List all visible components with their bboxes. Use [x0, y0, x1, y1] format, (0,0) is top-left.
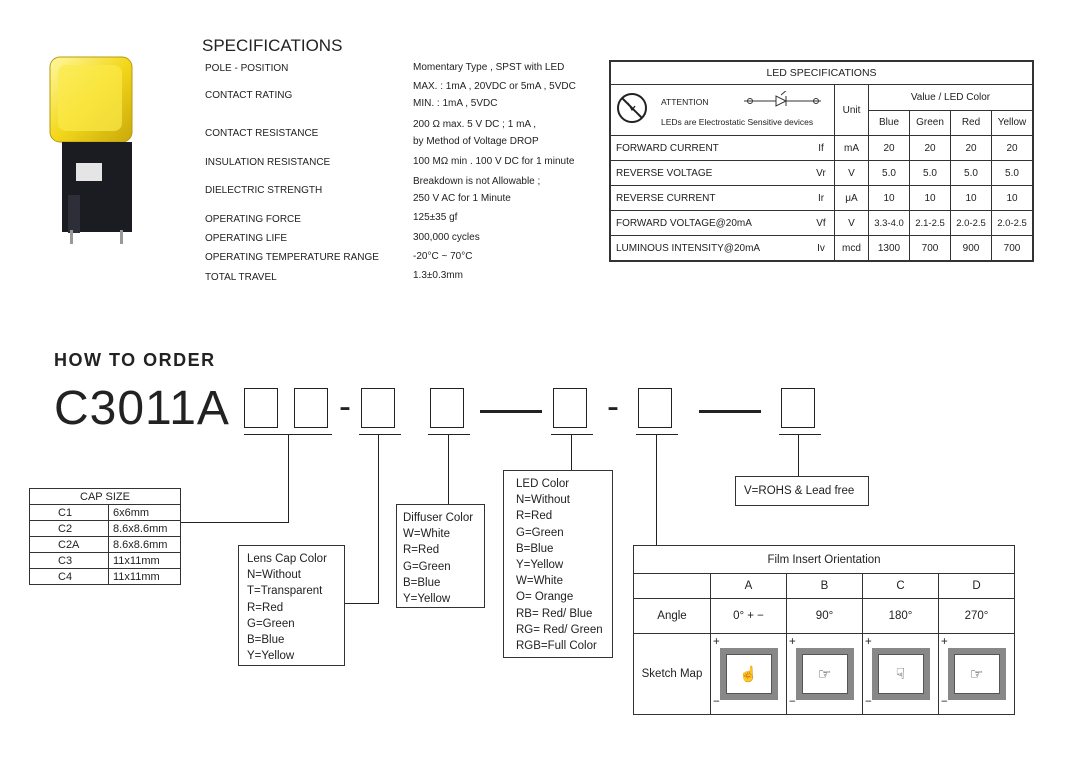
- spec-label-temp: OPERATING TEMPERATURE RANGE: [205, 252, 379, 263]
- led-value-header: Value / LED Color: [869, 85, 1034, 111]
- cap-size-title: CAP SIZE: [30, 489, 181, 505]
- list-item: Lens Cap Color: [247, 553, 327, 565]
- lens-cap-color-box: [238, 545, 345, 666]
- led-row-symbol: Vf: [808, 211, 835, 236]
- code-box-6: [638, 388, 672, 428]
- led-row-value: 10: [869, 186, 910, 211]
- list-item: B=Blue: [516, 542, 554, 555]
- led-row-value: 5.0: [992, 161, 1034, 186]
- angle-a: 0° + −: [711, 599, 787, 634]
- plus-mark: +: [865, 636, 872, 648]
- pointing-hand-left-icon: ☞: [954, 654, 1000, 694]
- led-row-value: 10: [910, 186, 951, 211]
- led-row-symbol: Vr: [808, 161, 835, 186]
- spec-value-travel: 1.3±0.3mm: [413, 270, 463, 281]
- led-row-value: 5.0: [910, 161, 951, 186]
- led-row-value: 2.0-2.5: [992, 211, 1034, 236]
- led-esd-note: LEDs are Electrostatic Sensitive devices: [661, 117, 814, 127]
- sketch-cell-c: [863, 634, 939, 715]
- cap-dim: 11x11mm: [109, 553, 181, 569]
- sketch-map-d: [948, 648, 1006, 700]
- led-spec-title: LED SPECIFICATIONS: [610, 61, 1033, 85]
- minus-mark: −: [713, 696, 720, 708]
- led-attention-cell: [610, 85, 835, 136]
- spec-value-contact-rating: MAX. : 1mA , 20VDC or 5mA , 5VDC MIN. : 1mA , 5VDC: [413, 81, 576, 109]
- film-col-d: D: [939, 574, 1015, 599]
- connector-line: [448, 435, 449, 506]
- led-row-symbol: If: [808, 136, 835, 161]
- table-row: [30, 521, 181, 537]
- pointing-hand-up-icon: ☝: [726, 654, 772, 694]
- connector-line: [571, 435, 572, 471]
- led-row-unit: mA: [835, 136, 869, 161]
- cap-code: C2A: [30, 537, 109, 553]
- list-item: Y=Yellow: [516, 559, 564, 572]
- led-row-value: 20: [910, 136, 951, 161]
- cap-code: C3: [30, 553, 109, 569]
- list-item: R=Red: [516, 510, 553, 523]
- list-item: RG= Red/ Green: [516, 623, 603, 636]
- specifications-title: SPECIFICATIONS: [202, 36, 343, 55]
- led-unit-header: Unit: [835, 85, 869, 136]
- film-corner-cell: [634, 574, 711, 599]
- led-row-value: 5.0: [951, 161, 992, 186]
- code-underline: [551, 434, 593, 435]
- led-row-value: 10: [992, 186, 1034, 211]
- cap-code: C2: [30, 521, 109, 537]
- code-underline: [636, 434, 678, 435]
- list-item: R=Red: [403, 544, 440, 557]
- sketch-cell-a: [711, 634, 787, 715]
- spec-label-life: OPERATING LIFE: [205, 233, 288, 244]
- led-row-name: LUMINOUS INTENSITY@20mA: [610, 236, 808, 262]
- led-row-value: 20: [951, 136, 992, 161]
- list-item: RB= Red/ Blue: [516, 607, 593, 620]
- led-row: [610, 186, 1033, 211]
- table-row: [30, 553, 181, 569]
- list-item: O= Orange: [516, 591, 574, 604]
- led-row-value: 900: [951, 236, 992, 262]
- film-col-b: B: [787, 574, 863, 599]
- code-box-2: [294, 388, 328, 428]
- rohs-box: [735, 476, 869, 506]
- table-row: [30, 537, 181, 553]
- angle-label: Angle: [634, 599, 711, 634]
- led-row-name: FORWARD VOLTAGE@20mA: [610, 211, 808, 236]
- list-item: Diffuser Color: [403, 512, 474, 524]
- minus-mark: −: [941, 696, 948, 708]
- led-attention-label: ATTENTION: [661, 97, 709, 107]
- list-item: W=White: [403, 528, 450, 541]
- spec-value-life: 300,000 cycles: [413, 232, 480, 243]
- sketch-cell-b: [787, 634, 863, 715]
- code-dash-1: -: [339, 385, 351, 426]
- spec-value-contact-resistance: 200 Ω max. 5 V DC ; 1 mA , by Method of Voltage DROP: [413, 119, 539, 147]
- connector-line: [345, 603, 379, 604]
- how-to-order-title: HOW TO ORDER: [54, 350, 216, 370]
- led-color-green: Green: [910, 110, 951, 136]
- connector-line: [798, 435, 799, 476]
- led-color-yellow: Yellow: [992, 110, 1034, 136]
- list-item: N=Without: [247, 569, 302, 582]
- list-item: N=Without: [516, 494, 571, 507]
- pointing-hand-right-icon: ☞: [802, 654, 848, 694]
- film-orientation-table: [633, 545, 1015, 715]
- list-item: R=Red: [247, 601, 284, 614]
- film-col-c: C: [863, 574, 939, 599]
- spec-value-force: 125±35 gf: [413, 212, 458, 223]
- led-row-value: 700: [992, 236, 1034, 262]
- led-row-value: 5.0: [869, 161, 910, 186]
- led-row-value: 10: [951, 186, 992, 211]
- led-row: [610, 161, 1033, 186]
- film-col-a: A: [711, 574, 787, 599]
- led-row: [610, 211, 1033, 236]
- angle-c: 180°: [863, 599, 939, 634]
- rohs-text: V=ROHS & Lead free: [744, 485, 855, 497]
- led-row-unit: μA: [835, 186, 869, 211]
- spec-value-temp: -20°C ~ 70°C: [413, 251, 473, 262]
- code-box-3: [361, 388, 395, 428]
- code-underline: [779, 434, 821, 435]
- list-item: G=Green: [247, 617, 295, 630]
- film-title: Film Insert Orientation: [634, 546, 1015, 574]
- spec-label-travel: TOTAL TRAVEL: [205, 272, 277, 283]
- led-row-name: REVERSE CURRENT: [610, 186, 808, 211]
- led-spec-table: [609, 60, 1034, 262]
- code-long-dash-1: [480, 410, 542, 413]
- led-row-value: 1300: [869, 236, 910, 262]
- led-color-box: [503, 470, 613, 658]
- list-item: B=Blue: [403, 576, 441, 589]
- list-item: Y=Yellow: [403, 593, 451, 606]
- led-row-unit: mcd: [835, 236, 869, 262]
- led-row-value: 2.0-2.5: [951, 211, 992, 236]
- angle-b: 90°: [787, 599, 863, 634]
- led-diode-symbol-icon: [736, 91, 831, 112]
- table-row: [30, 569, 181, 585]
- code-dash-2: -: [607, 385, 619, 426]
- cap-dim: 8.6x8.6mm: [109, 521, 181, 537]
- minus-mark: −: [865, 696, 872, 708]
- plus-mark: +: [941, 636, 948, 648]
- led-row-value: 2.1-2.5: [910, 211, 951, 236]
- code-box-1: [244, 388, 278, 428]
- cap-size-table: [29, 488, 181, 585]
- spec-label-force: OPERATING FORCE: [205, 214, 301, 225]
- spec-value-insulation: 100 MΩ min . 100 V DC for 1 minute: [413, 156, 575, 167]
- code-box-7: [781, 388, 815, 428]
- code-long-dash-2: [699, 410, 761, 413]
- led-row-value: 3.3-4.0: [869, 211, 910, 236]
- pointing-hand-down-icon: ☟: [878, 654, 924, 694]
- angle-d: 270°: [939, 599, 1015, 634]
- sketch-map-c: [872, 648, 930, 700]
- led-color-red: Red: [951, 110, 992, 136]
- plus-mark: +: [789, 636, 796, 648]
- sketch-map-a: [720, 648, 778, 700]
- code-box-5: [553, 388, 587, 428]
- list-item: G=Green: [403, 560, 451, 573]
- spec-label-pole: POLE - POSITION: [205, 63, 289, 74]
- list-item: RGB=Full Color: [516, 640, 597, 653]
- spec-label-insulation: INSULATION RESISTANCE: [205, 157, 331, 168]
- list-item: T=Transparent: [247, 585, 323, 598]
- plus-mark: +: [713, 636, 720, 648]
- spec-label-dielectric: DIELECTRIC STRENGTH: [205, 185, 323, 196]
- list-item: Y=Yellow: [247, 650, 295, 663]
- sketch-map-b: [796, 648, 854, 700]
- spec-label-contact-rating: CONTACT RATING: [205, 90, 293, 101]
- code-underline: [359, 434, 401, 435]
- cap-dim: 11x11mm: [109, 569, 181, 585]
- cap-code: C1: [30, 505, 109, 521]
- list-item: W=White: [516, 575, 563, 588]
- table-row: [30, 505, 181, 521]
- list-item: B=Blue: [247, 634, 285, 647]
- led-row-symbol: Iv: [808, 236, 835, 262]
- spec-value-pole: Momentary Type , SPST with LED: [413, 62, 565, 73]
- connector-line: [181, 522, 289, 523]
- cap-code: C4: [30, 569, 109, 585]
- spec-label-contact-resistance: CONTACT RESISTANCE: [205, 128, 319, 139]
- connector-line: [656, 435, 657, 545]
- led-row-value: 20: [992, 136, 1034, 161]
- connector-line: [288, 435, 289, 522]
- led-row: [610, 136, 1033, 161]
- led-row-name: REVERSE VOLTAGE: [610, 161, 808, 186]
- cap-dim: 6x6mm: [109, 505, 181, 521]
- led-row: [610, 236, 1033, 262]
- list-item: G=Green: [516, 526, 564, 539]
- spec-value-dielectric: Breakdown is not Allowable ; 250 V AC for 1 Minute: [413, 176, 541, 204]
- code-box-4: [430, 388, 464, 428]
- led-row-unit: V: [835, 211, 869, 236]
- list-item: LED Color: [516, 478, 570, 490]
- connector-line: [378, 435, 379, 604]
- code-underline: [428, 434, 470, 435]
- esd-warning-icon: [617, 93, 647, 123]
- led-color-blue: Blue: [869, 110, 910, 136]
- cap-dim: 8.6x8.6mm: [109, 537, 181, 553]
- sketch-cell-d: [939, 634, 1015, 715]
- led-row-name: FORWARD CURRENT: [610, 136, 808, 161]
- sketch-map-label: Sketch Map: [634, 634, 711, 715]
- diffuser-color-box: [396, 504, 485, 608]
- led-row-value: 700: [910, 236, 951, 262]
- led-row-symbol: Ir: [808, 186, 835, 211]
- led-row-value: 20: [869, 136, 910, 161]
- part-number-prefix: C3011A: [54, 382, 230, 435]
- product-photo: [40, 55, 150, 245]
- led-row-unit: V: [835, 161, 869, 186]
- minus-mark: −: [789, 696, 796, 708]
